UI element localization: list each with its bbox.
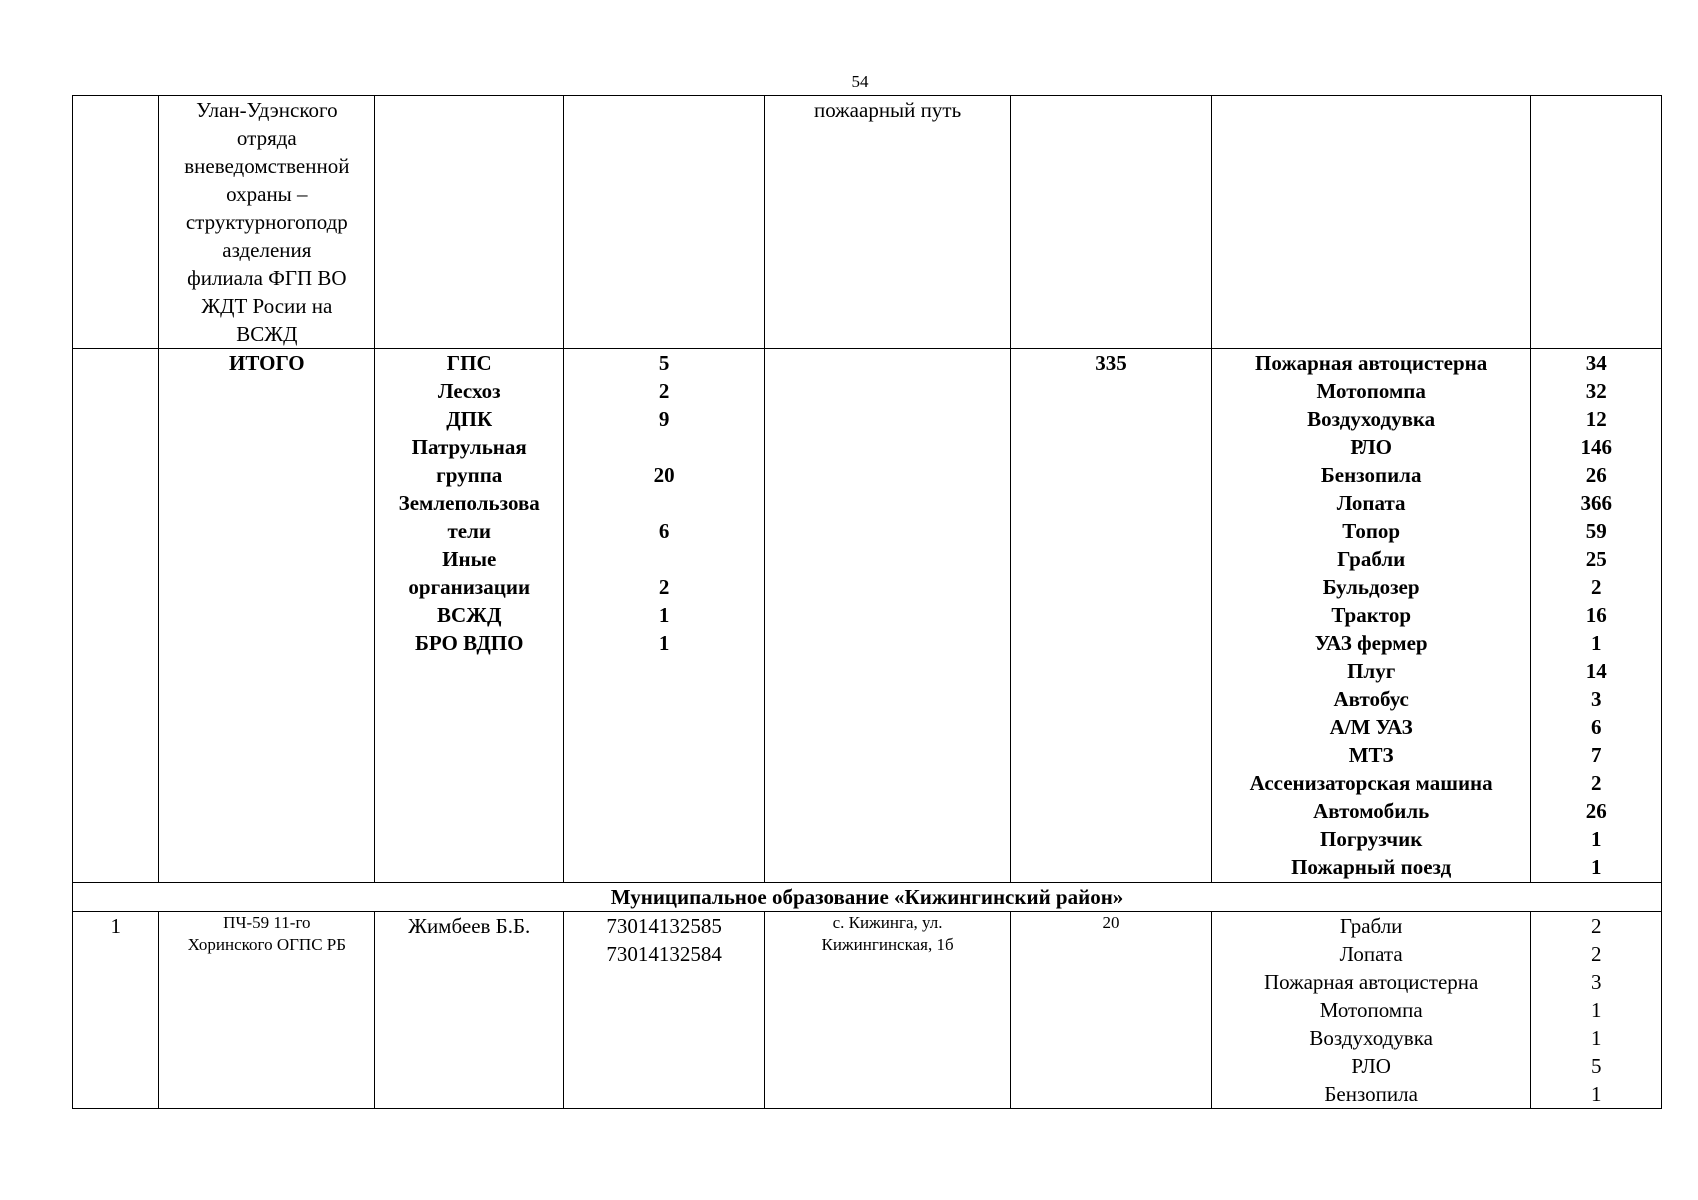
cell-num: 1 <box>73 912 159 1109</box>
resources-table <box>72 95 1662 1109</box>
table-row-total <box>73 349 1662 883</box>
cell-organization: Улан-Удэнского отряда вневедомственной охраны – структурногоподр азделения филиала ФГП ВО ЖДТ Росии на ВСЖД <box>159 96 375 349</box>
cell-personnel <box>1011 96 1212 349</box>
cell-head <box>375 96 564 349</box>
cell-head: Жимбеев Б.Б. <box>375 912 564 1109</box>
cell-num <box>73 96 159 349</box>
cell-groups: ГПС Лесхоз ДПК Патрульная группа Землепользова тели Иные организации ВСЖД БРО ВДПО <box>375 349 564 883</box>
table-row <box>73 96 1662 349</box>
section-title: Муниципальное образование «Кижингинский район» <box>73 883 1662 912</box>
cell-quantities: 34 32 12 146 26 366 59 25 2 16 1 14 3 6 7 2 26 1 1 <box>1531 349 1662 883</box>
cell-num <box>73 349 159 883</box>
table-row <box>73 912 1662 1109</box>
page-number: 54 <box>851 72 869 91</box>
cell-quantity <box>1531 96 1662 349</box>
cell-equipment: Грабли Лопата Пожарная автоцистерна Мотопомпа Воздуходувка РЛО Бензопила <box>1211 912 1530 1109</box>
cell-organization: ПЧ-59 11-го Хоринского ОГПС РБ <box>159 912 375 1109</box>
cell-phone <box>564 96 765 349</box>
cell-personnel: 335 <box>1011 349 1212 883</box>
total-label: ИТОГО <box>159 349 375 883</box>
cell-equipment: Пожарная автоцистерна Мотопомпа Воздуходувка РЛО Бензопила Лопата Топор Грабли Бульдозер Трактор УАЗ фермер Плуг Автобус А/М УАЗ МТЗ Ассенизаторская машина Автомобиль Погрузчик Пожарный поезд <box>1211 349 1530 883</box>
cell-group-counts: 5 2 9 20 6 2 1 1 <box>564 349 765 883</box>
cell-address <box>765 349 1011 883</box>
cell-phone: 73014132585 73014132584 <box>564 912 765 1109</box>
cell-address: с. Кижинга, ул. Кижингинская, 1б <box>765 912 1011 1109</box>
cell-address: пожаарный путь <box>765 96 1011 349</box>
cell-personnel: 20 <box>1011 912 1212 1109</box>
cell-equipment <box>1211 96 1530 349</box>
cell-quantities: 2 2 3 1 1 5 1 <box>1531 912 1662 1109</box>
section-header-row <box>73 883 1662 912</box>
